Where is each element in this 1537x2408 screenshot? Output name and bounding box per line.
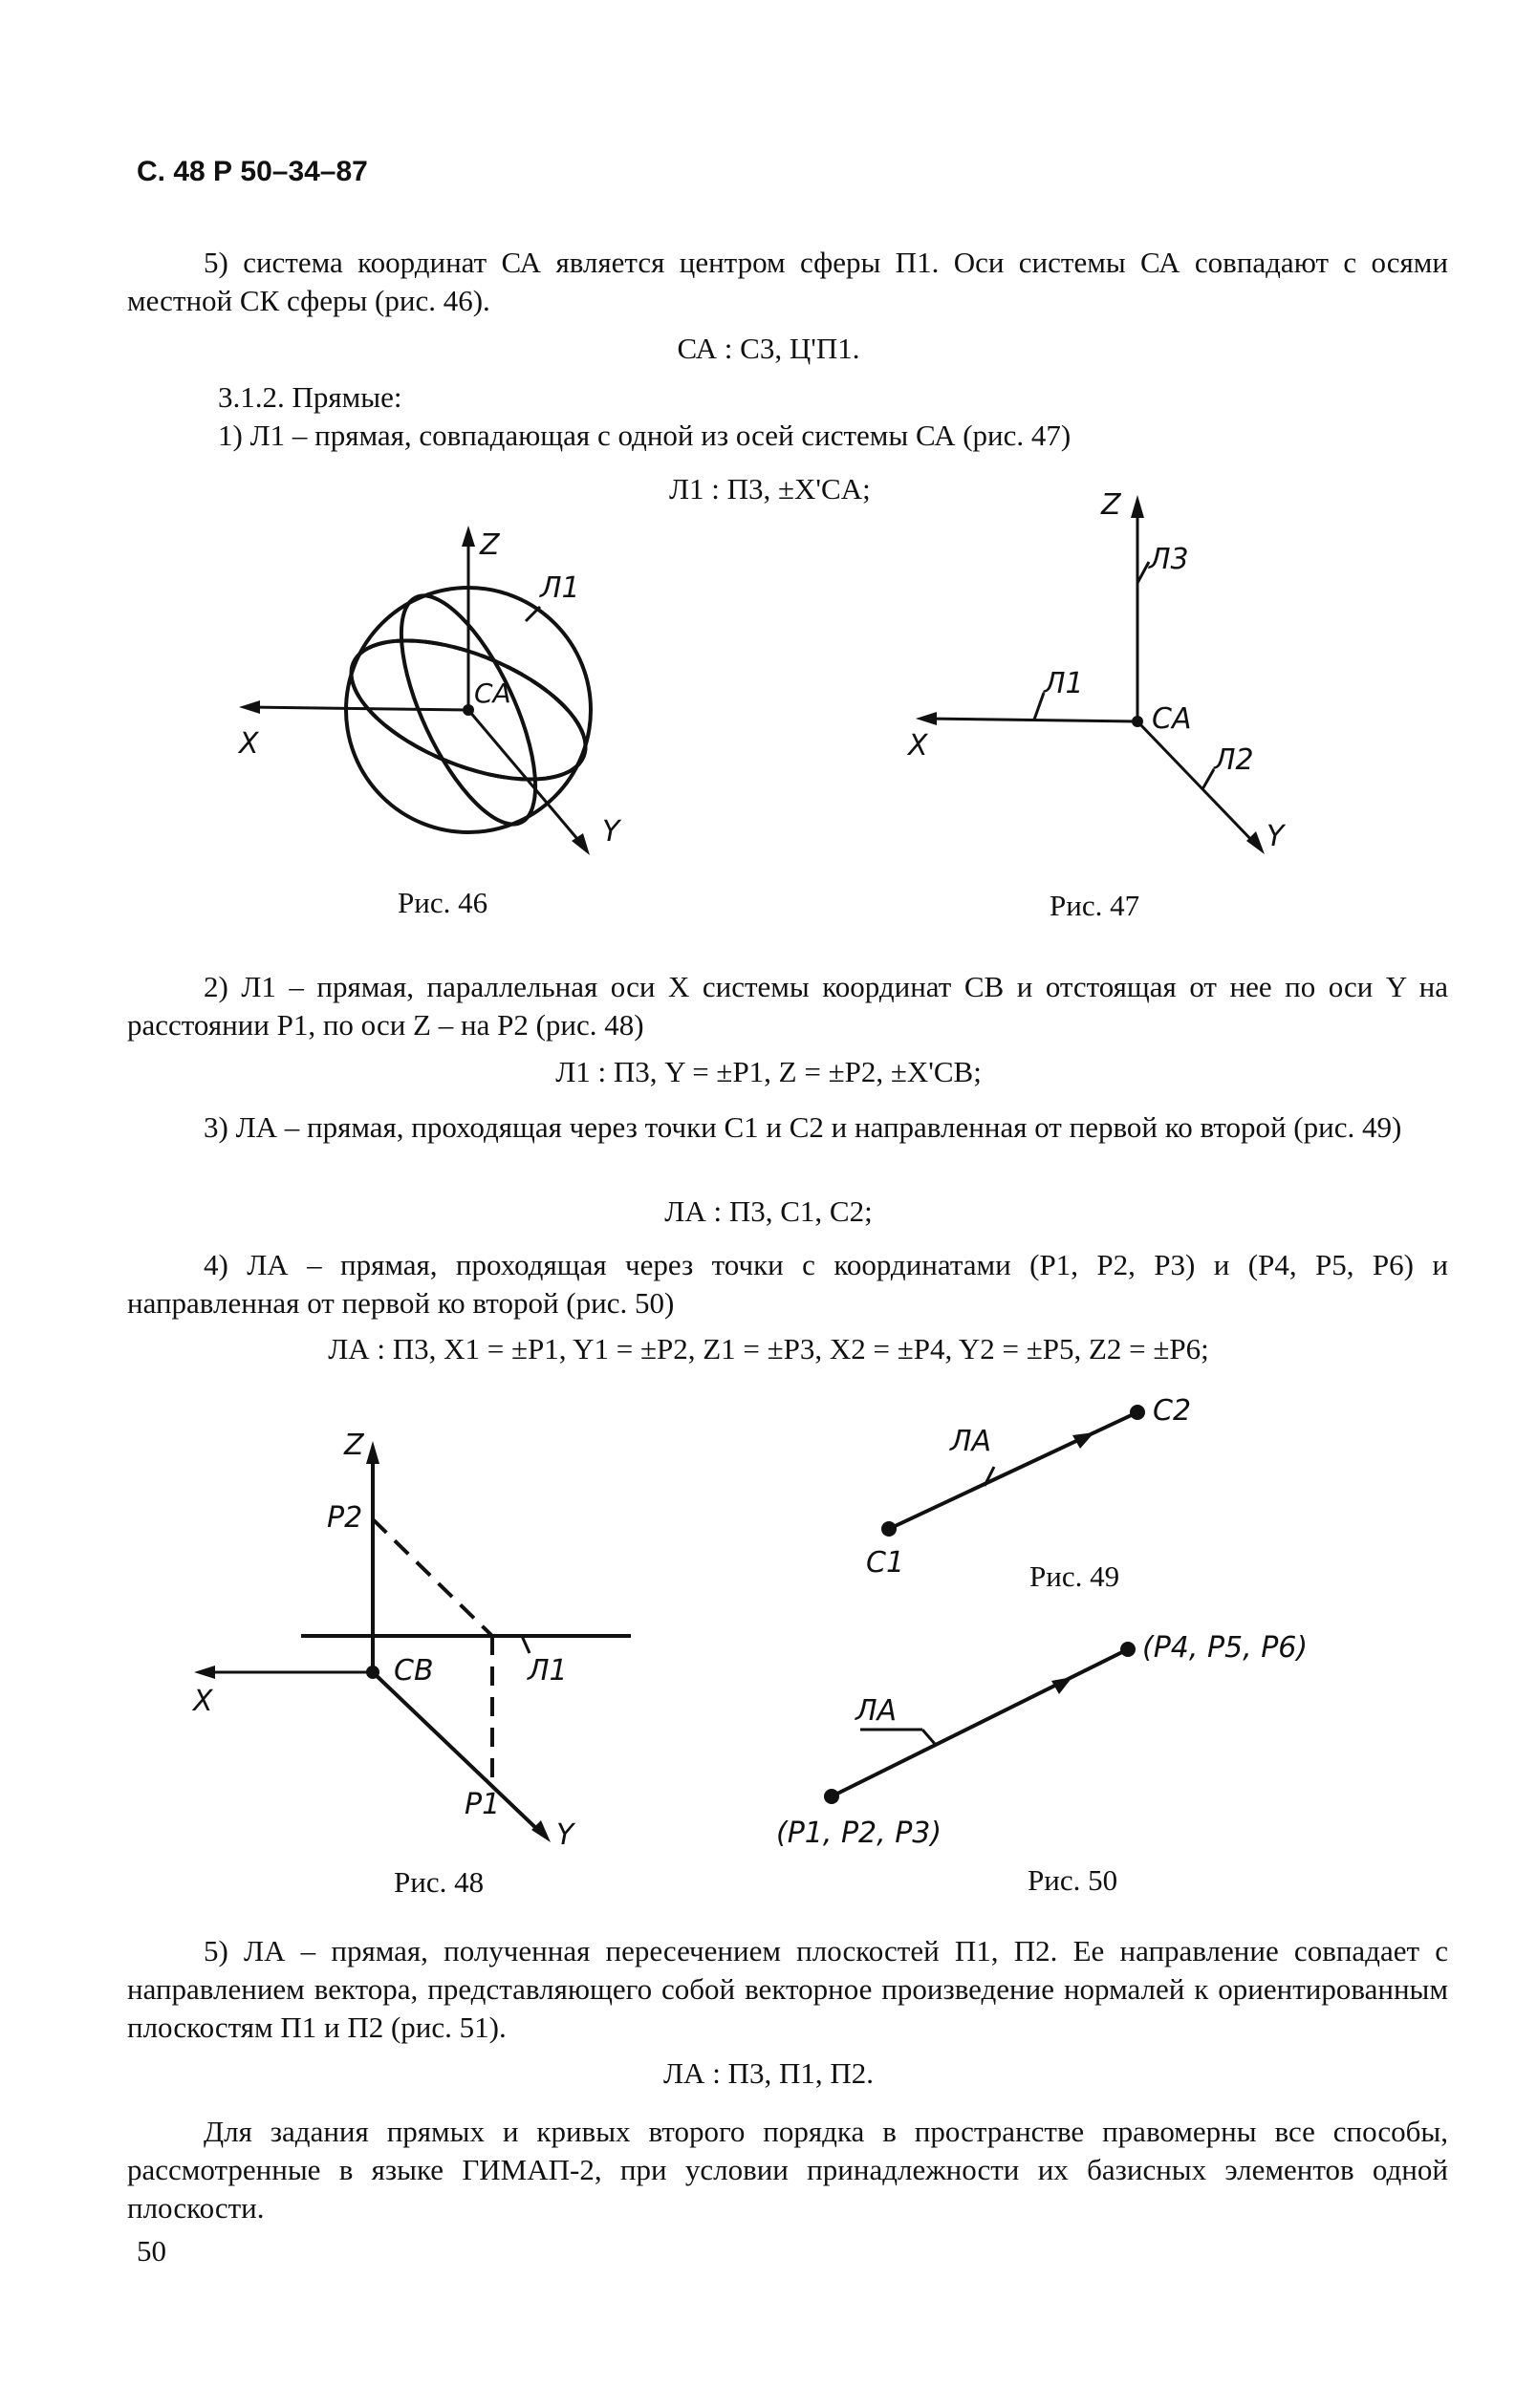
formula-l1: Л1 : П3, ±X'CA; — [669, 472, 871, 505]
fig48-label-p2: P2 — [327, 1501, 363, 1535]
fig47-label-center: CA — [1152, 702, 1192, 736]
paragraph-sphere-center: 5) система координат СА является центром сферы П1. Оси системы СА совпадают с осями местной СК сферы (рис. 46). — [127, 246, 1448, 317]
fig50-label-end: (P4, P5, P6) — [1142, 1631, 1309, 1665]
paragraph-item-1: 1) Л1 – прямая, совпадающая с одной из осей системы СА (рис. 47) — [218, 419, 1072, 452]
fig46-label-y: Y — [602, 815, 620, 849]
paragraph-closing: Для задания прямых и кривых второго порядка в пространстве правомерны все способы, рассмотренные в языке ГИМАП-2, при условии принадлежности их базисных элементов одной плоскости. — [127, 2115, 1448, 2225]
figure-50-caption: Рис. 50 — [1028, 1863, 1118, 1897]
fig46-label-z: Z — [480, 528, 500, 562]
formula-la-coords: ЛА : П3, X1 = ±P1, Y1 = ±P2, Z1 = ±P3, X2 = ±P4, Y2 = ±P5, Z2 = ±P6; — [328, 1332, 1209, 1365]
formula-la-planes: ЛА : П3, П1, П2. — [663, 2056, 874, 2090]
figure-46-diagram — [210, 516, 620, 898]
page-header: С. 48 Р 50–34–87 — [137, 156, 368, 187]
fig46-label-x: X — [239, 727, 259, 761]
paragraph-item-2: 2) Л1 – прямая, параллельная оси X системы координат СВ и отстоящая от нее по оси Y на расстоянии Р1, по оси Z – на Р2 (рис. 48) — [127, 970, 1448, 1042]
fig48-label-x: X — [193, 1685, 213, 1718]
fig47-label-l2: Л2 — [1214, 743, 1254, 777]
fig47-label-y: Y — [1266, 820, 1285, 853]
fig48-label-line: Л1 — [528, 1654, 568, 1688]
fig48-label-y: Y — [556, 1818, 574, 1852]
formula-la-c1c2: ЛА : П3, С1, С2; — [664, 1194, 873, 1228]
section-heading-3-1-2: 3.1.2. Прямые: — [218, 380, 402, 414]
fig48-label-center: CB — [394, 1654, 434, 1688]
fig47-label-l3: Л3 — [1149, 543, 1189, 576]
fig47-label-x: X — [908, 729, 928, 763]
fig48-label-z: Z — [344, 1429, 364, 1462]
formula-ca: СА : С3, Ц'П1. — [677, 332, 860, 365]
paragraph-item-4: 4) ЛА – прямая, проходящая через точки с координатами (Р1, Р2, Р3) и (Р4, Р5, Р6) и направленная от первой ко второй (рис. 50) — [127, 1248, 1448, 1320]
fig47-label-z: Z — [1101, 488, 1121, 522]
figure-47-caption: Рис. 47 — [1050, 889, 1140, 922]
fig48-label-p1: P1 — [465, 1788, 501, 1821]
fig50-label-start: (P1, P2, P3) — [776, 1817, 942, 1850]
fig49-label-c1: C1 — [866, 1546, 905, 1580]
figure-48-caption: Рис. 48 — [394, 1865, 485, 1899]
fig49-label-line: ЛА — [950, 1425, 992, 1458]
fig47-label-l1: Л1 — [1044, 667, 1084, 700]
page-number: 50 — [137, 2234, 166, 2268]
fig46-label-center: CA — [474, 677, 511, 709]
figure-50-diagram — [765, 1624, 1338, 1873]
paragraph-item-5: 5) ЛА – прямая, полученная пересечением плоскостей П1, П2. Ее направление совпадает с направлением вектора, представляющего собой векторное произведение нормалей к ориентированным плоскостям П1 и П2 (рис. 51). — [127, 1934, 1448, 2044]
paragraph-item-3: 3) ЛА – прямая, проходящая через точки С1 и С2 и направленная от первой ко второй (рис. 49) — [204, 1110, 1402, 1144]
fig46-label-line: Л1 — [540, 571, 580, 605]
figure-49-caption: Рис. 49 — [1029, 1559, 1120, 1593]
formula-l1-cb: Л1 : П3, Y = ±P1, Z = ±P2, ±X'CB; — [555, 1055, 982, 1088]
figure-46-caption: Рис. 46 — [398, 886, 488, 919]
fig50-label-line: ЛА — [855, 1694, 898, 1728]
figure-47-diagram — [879, 478, 1285, 879]
fig49-label-c2: C2 — [1153, 1394, 1192, 1428]
figure-48-diagram — [182, 1424, 660, 1863]
